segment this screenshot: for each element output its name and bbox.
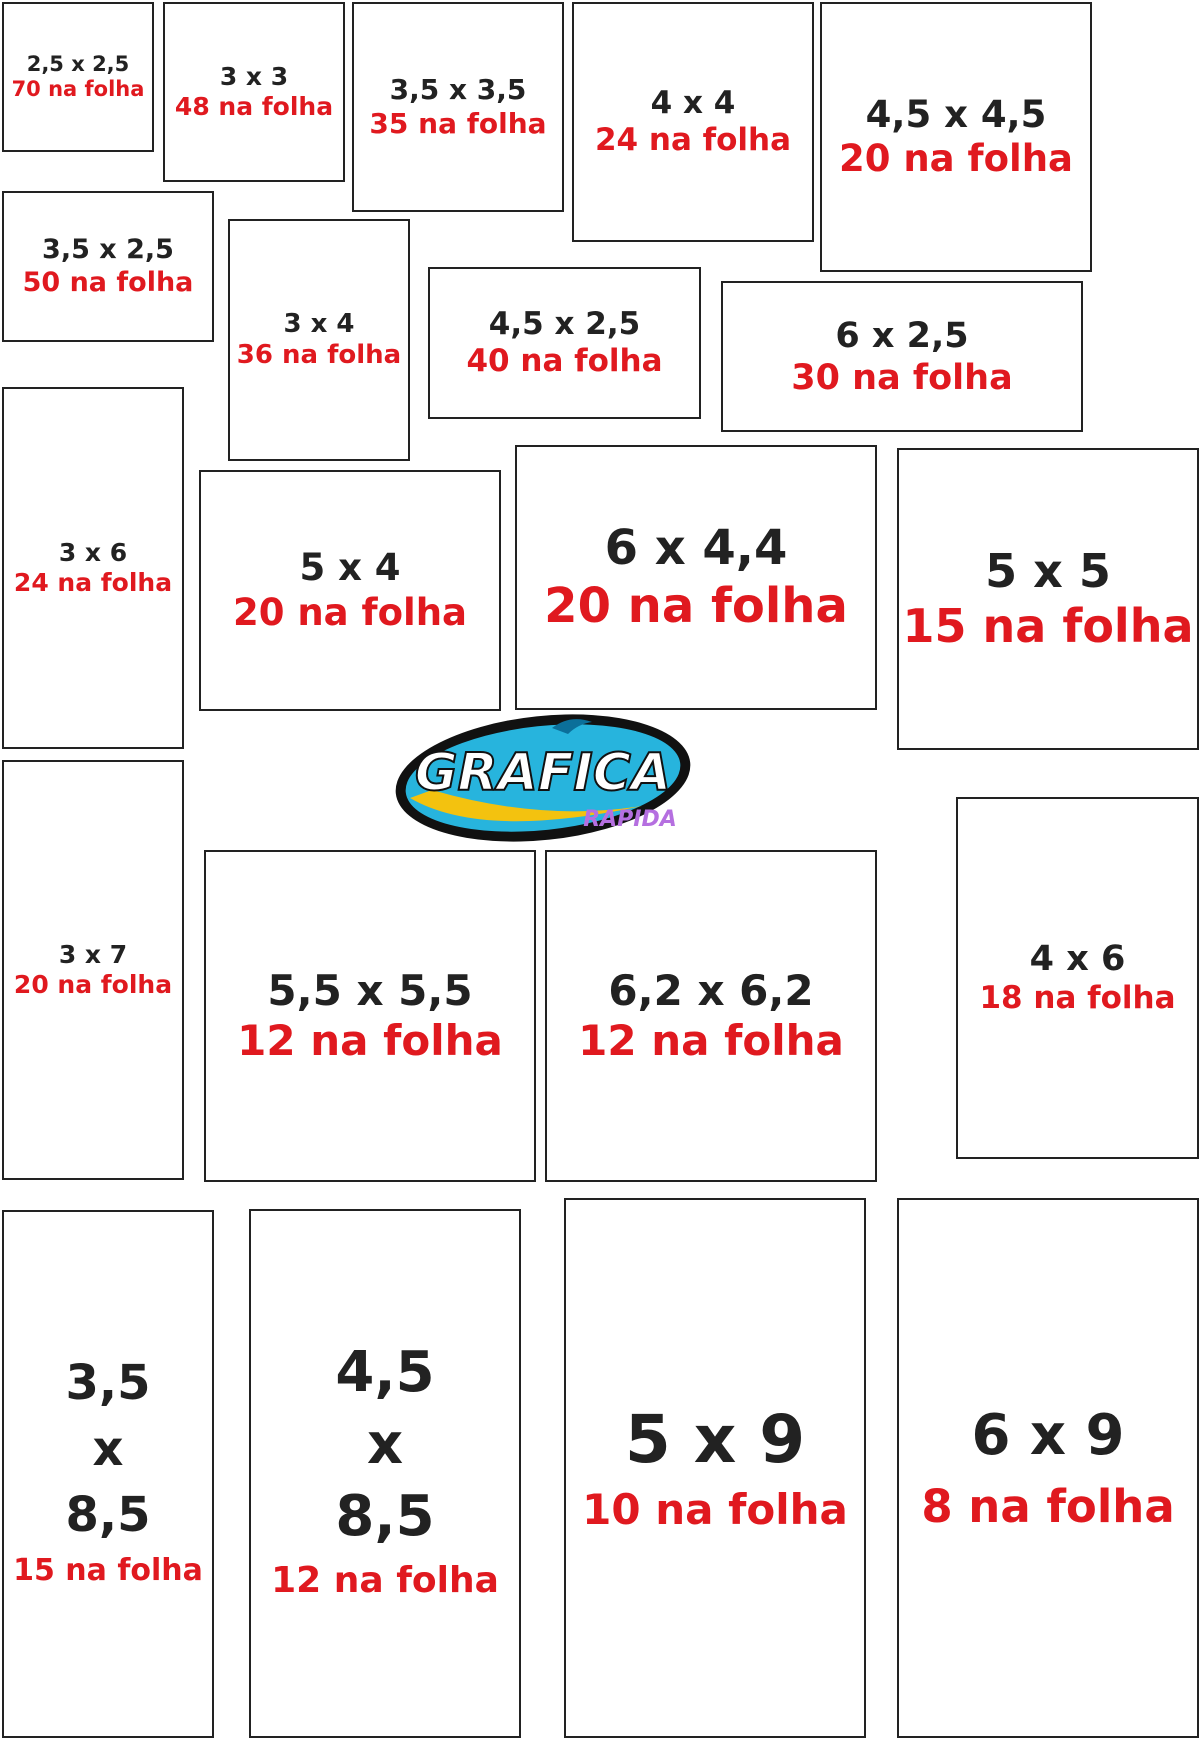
card-count: 15 na folha (13, 1553, 203, 1588)
card-size: 3,5 x 2,5 (42, 234, 174, 266)
card-count: 36 na folha (236, 340, 402, 370)
card-size: 5 x 9 (624, 1401, 806, 1479)
card-count: 24 na folha (594, 122, 792, 158)
card-size-line-3: 8,5 (65, 1487, 151, 1543)
label-card-4x4 (572, 2, 814, 242)
card-size: 5,5 x 5,5 (267, 965, 473, 1015)
card-size: 4,5 x 4,5 (865, 92, 1047, 136)
card-count: 35 na folha (369, 107, 547, 140)
card-count: 20 na folha (838, 137, 1074, 180)
card-size: 4,5 x 2,5 (488, 305, 641, 342)
label-card-3x6 (2, 387, 184, 749)
card-size-line-3: 8,5 (335, 1483, 435, 1549)
card-size-line-2: x (92, 1421, 124, 1477)
label-card-6x4-4 (515, 445, 877, 710)
label-card-6x2-5 (721, 281, 1083, 432)
card-count: 70 na folha (11, 77, 145, 101)
label-card-4x6 (956, 797, 1199, 1159)
card-count: 50 na folha (22, 266, 194, 298)
card-count: 30 na folha (791, 357, 1013, 398)
card-count: 40 na folha (466, 343, 663, 379)
label-card-3x3 (163, 2, 345, 182)
card-size: 3 x 4 (283, 308, 355, 339)
label-card-3x4 (228, 219, 410, 461)
card-size: 6 x 2,5 (835, 315, 969, 356)
label-card-3-5x3-5 (352, 2, 564, 212)
label-card-5x4 (199, 470, 501, 711)
label-card-5-5x5-5 (204, 850, 536, 1182)
logo-main-text: GRAFICA (414, 743, 672, 803)
card-count: 20 na folha (544, 577, 848, 634)
card-count: 12 na folha (271, 1559, 499, 1601)
card-size: 3 x 7 (58, 940, 128, 969)
label-card-4-5x2-5 (428, 267, 701, 419)
card-size: 3 x 6 (58, 538, 128, 567)
label-card-4-5x8-5 (249, 1209, 521, 1738)
card-count: 20 na folha (232, 590, 468, 634)
label-card-4-5x4-5 (820, 2, 1092, 272)
label-card-3-5x8-5 (2, 1210, 214, 1738)
card-count: 12 na folha (578, 1016, 844, 1065)
card-size-line-2: x (366, 1411, 404, 1477)
label-card-5x9 (564, 1198, 866, 1738)
card-count: 12 na folha (237, 1016, 503, 1065)
label-card-3x7 (2, 760, 184, 1180)
card-size: 5 x 5 (985, 543, 1111, 598)
card-count: 15 na folha (902, 599, 1194, 653)
grafica-rapida-logo (392, 710, 694, 846)
logo-sub-text: RAPIDA (583, 807, 677, 832)
card-size: 5 x 4 (299, 546, 401, 590)
card-size-line-1: 3,5 (65, 1355, 151, 1411)
card-size: 4 x 4 (650, 84, 736, 121)
card-size: 6,2 x 6,2 (608, 965, 814, 1015)
card-size: 4 x 6 (1029, 939, 1126, 980)
card-size: 3,5 x 3,5 (389, 73, 527, 107)
card-count: 20 na folha (13, 970, 173, 999)
label-card-3-5x2-5 (2, 191, 214, 342)
card-size: 6 x 9 (971, 1403, 1125, 1469)
card-count: 8 na folha (921, 1479, 1175, 1533)
card-size-line-1: 4,5 (335, 1339, 435, 1405)
card-count: 24 na folha (13, 568, 173, 597)
card-size: 6 x 4,4 (604, 519, 788, 576)
card-size: 2,5 x 2,5 (26, 51, 130, 76)
label-card-6-2x6-2 (545, 850, 877, 1182)
card-size: 3 x 3 (219, 62, 289, 91)
card-count: 48 na folha (174, 92, 334, 121)
card-count: 10 na folha (582, 1485, 848, 1535)
card-count: 18 na folha (979, 980, 1176, 1017)
label-card-6x9 (897, 1198, 1199, 1738)
label-card-2-5x2-5 (2, 2, 154, 152)
label-card-5x5 (897, 448, 1199, 750)
